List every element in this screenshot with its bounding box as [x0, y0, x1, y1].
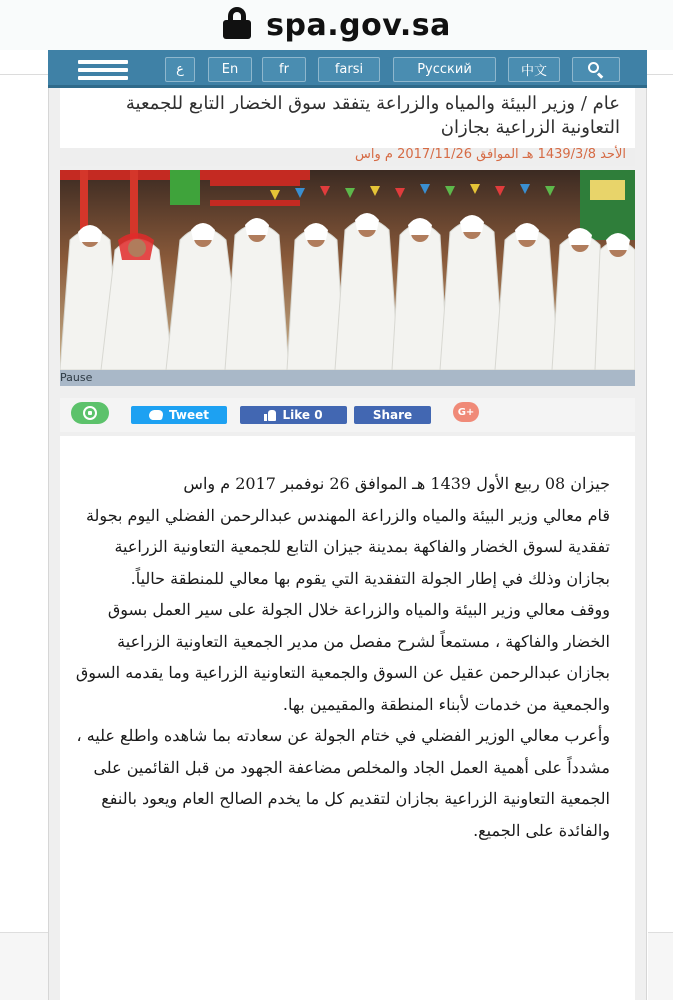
photo-caption-bar [60, 370, 635, 386]
tweet-button[interactable] [131, 406, 227, 424]
lang-button-english[interactable]: En [208, 57, 252, 82]
google-plus-icon: G+ [457, 406, 475, 418]
slideshow-pause-button[interactable]: Pause [60, 371, 93, 384]
side-panel-left [0, 932, 48, 1000]
address-bar[interactable] [0, 0, 673, 50]
lang-button-russian[interactable]: Русский [393, 57, 496, 82]
share-label: Share [372, 408, 413, 422]
article-body [70, 468, 610, 846]
url-domain: spa.gov.sa [266, 7, 451, 43]
facebook-share-button[interactable] [354, 406, 431, 424]
article-paragraph: ووقف معالي وزير البيئة والمياه والزراعة خلال الجولة على سير العمل بسوق الخضار والفاكهة ، مستمعاً لشرح مفصل من مدير الجمعية التعاونية الزراعية بجازان عبدالرحمن عقيل عن السوق والجمعية التعاونية الزراعية وما يقدمه السوق والجمعية من خدمات لأبناء المنطقة والمقيمين بها. [75, 600, 610, 714]
lang-button-chinese[interactable]: 中文 [508, 57, 560, 82]
photo-illustration [60, 170, 635, 370]
tweet-label: Tweet [169, 408, 209, 422]
search-icon [588, 62, 604, 78]
article-paragraph: وأعرب معالي الوزير الفضلي في ختام الجولة عن سعادته بما شاهده واطلع عليه ، مشدداً على أهمية العمل الجاد والمخلص مضاعفة الجهود من قبل القائمين على الجمعية التعاونية الزراعية بجازان لتقديم كل ما يخدم الصالح العام ويعود بالنفع والفائدة على الجميع. [76, 726, 610, 840]
article-headline: عام / وزير البيئة والمياه والزراعة يتفقد سوق الخضار التابع للجمعية التعاونية الزراعية بجازان [125, 93, 620, 138]
thumbs-up-icon [264, 410, 276, 421]
lang-button-arabic[interactable]: ع [165, 57, 195, 82]
article-dateline: الأحد 1439/3/8 هـ الموافق 2017/11/26 م واس [355, 147, 626, 162]
search-button[interactable] [572, 57, 620, 82]
lang-button-french[interactable]: fr [262, 57, 306, 82]
whatsapp-share-button[interactable] [71, 402, 109, 424]
hamburger-menu-icon[interactable] [78, 58, 128, 82]
whatsapp-icon [83, 406, 97, 420]
twitter-bird-icon [148, 410, 164, 420]
top-nav-bar [48, 50, 647, 88]
side-panel-right [648, 932, 673, 1000]
article-paragraph: جيزان 08 ربيع الأول 1439 هـ الموافق 26 نوفمبر 2017 م واس [183, 474, 610, 493]
google-plus-share-button[interactable] [453, 402, 479, 422]
article-paragraph: قام معالي وزير البيئة والمياه والزراعة المهندس عبدالرحمن الفضلي اليوم بجولة تفقدية لسوق الخضار والفاكهة بمدينة جيزان التابع للجمعية التعاونية الزراعية بجازان وذلك في إطار الجولة التفقدية التي يقوم بها معالي للمنطقة حالياً. [85, 505, 610, 588]
lang-button-farsi[interactable]: farsi [318, 57, 380, 82]
facebook-like-button[interactable] [240, 406, 347, 424]
article-photo[interactable] [60, 170, 635, 370]
lock-icon [222, 7, 252, 39]
like-label: Like 0 [282, 408, 323, 422]
